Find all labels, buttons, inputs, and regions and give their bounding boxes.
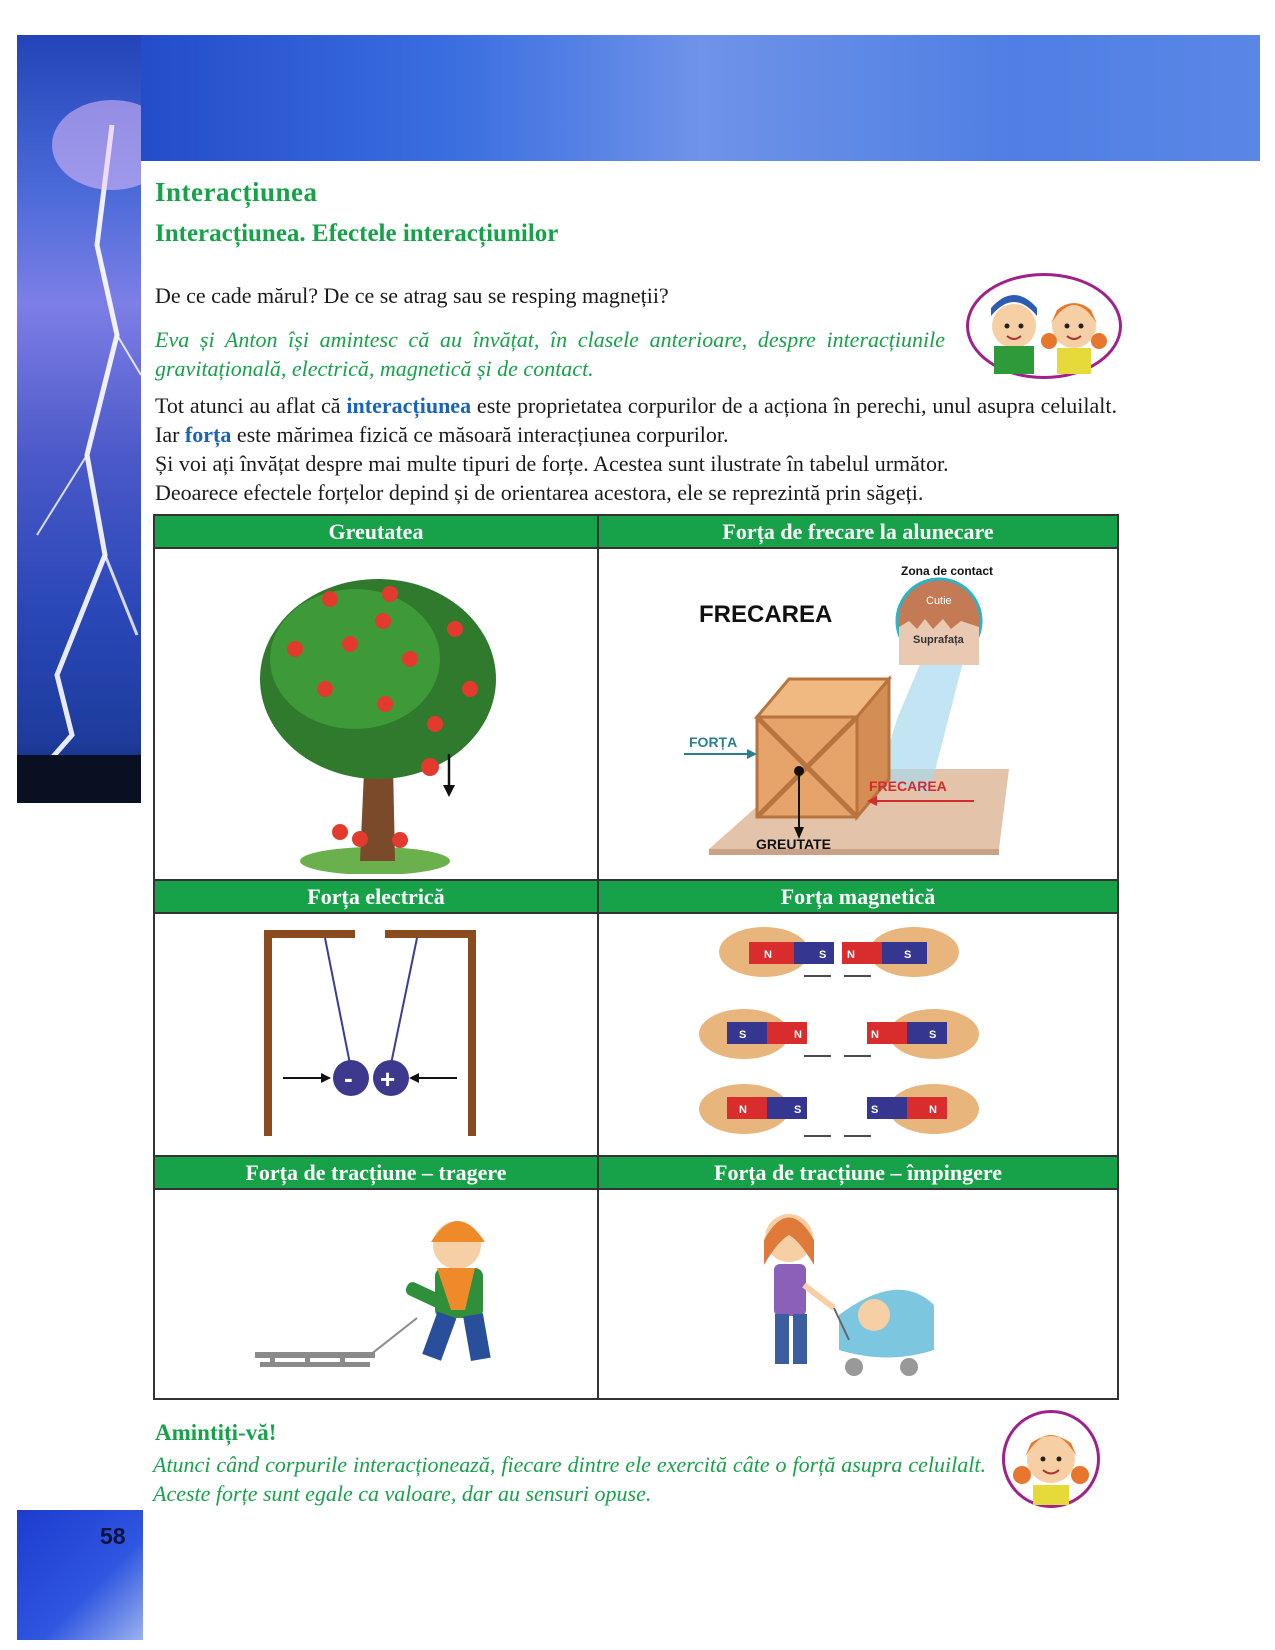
header-push: Forța de tracțiune – împingere bbox=[598, 1156, 1118, 1189]
magnet-label: S bbox=[819, 949, 827, 961]
magnet-label: N bbox=[871, 1029, 879, 1041]
magnet-label: S bbox=[904, 949, 912, 961]
body-part3: este mărimea fizică ce măsoară interacțiunea corpurilor. bbox=[231, 422, 729, 447]
header-magnetic: Forța magnetică bbox=[598, 880, 1118, 913]
header-electric: Forța electrică bbox=[154, 880, 598, 913]
pull-illustration bbox=[155, 1190, 597, 1398]
intro-question: De ce cade mărul? De ce se atrag sau se resping magneții? bbox=[155, 283, 669, 308]
box-label: Cutie bbox=[926, 595, 952, 607]
body-part1: Tot atunci au aflat că bbox=[155, 393, 347, 418]
page-subtitle: Interacțiunea. Efectele interacțiunilor bbox=[155, 220, 559, 247]
intro-recall: Eva și Anton își amintesc că au învățat, în clasele anterioare, despre interacțiunile gravitațională, electrică, magnetică și de contact. bbox=[155, 327, 945, 381]
eva-anton-avatar bbox=[966, 273, 1122, 379]
negative-charge: - bbox=[344, 1063, 353, 1093]
body-line4: Deoarece efectele forțelor depind și de orientarea acestora, ele se reprezintă prin săgeți. bbox=[155, 480, 924, 505]
force-label: FORȚA bbox=[689, 734, 738, 750]
friction-illustration bbox=[599, 549, 1117, 879]
body-line3: Și voi ați învățat despre mai multe tipuri de forțe. Acestea sunt ilustrate în tabelul următor. bbox=[155, 451, 949, 476]
magnet-label: S bbox=[739, 1029, 747, 1041]
weight-label: GREUTATE bbox=[756, 836, 831, 852]
magnetic-illustration bbox=[599, 914, 1117, 1155]
magnet-label: N bbox=[847, 949, 855, 961]
body-part2: este proprietatea corpurilor de a acționa în perechi, unul asupra celuilalt. Iar bbox=[155, 393, 1117, 447]
magnet-label: S bbox=[871, 1104, 879, 1116]
magnet-row-attract bbox=[719, 927, 959, 977]
term-force: forța bbox=[184, 422, 232, 447]
eva-avatar bbox=[1002, 1410, 1100, 1508]
remember-text: Atunci când corpurile interacționează, fiecare dintre ele exercită câte o forță asupra celuilalt. Aceste forțe sunt egale ca valoare, dar au sensuri opuse. bbox=[153, 1452, 986, 1506]
forces-table bbox=[153, 514, 1119, 1400]
remember-title: Amintiți-vă! bbox=[155, 1420, 277, 1445]
magnet-label: N bbox=[764, 949, 772, 961]
magnet-label: N bbox=[739, 1104, 747, 1116]
lightning-icon bbox=[17, 35, 141, 803]
tree-illustration bbox=[155, 549, 597, 879]
page-number: 58 bbox=[100, 1523, 126, 1549]
magnet-label: S bbox=[794, 1104, 802, 1116]
header-pull: Forța de tracțiune – tragere bbox=[154, 1156, 598, 1189]
lightning-strip bbox=[17, 35, 141, 803]
magnet-row-repel-1 bbox=[699, 1009, 979, 1059]
push-illustration bbox=[599, 1190, 1117, 1398]
magnet-row-repel-2 bbox=[699, 1084, 979, 1136]
magnet-label: N bbox=[794, 1029, 802, 1041]
header-banner bbox=[17, 35, 1260, 161]
positive-charge: + bbox=[380, 1064, 396, 1094]
electric-illustration bbox=[155, 914, 597, 1155]
header-weight: Greutatea bbox=[154, 515, 598, 548]
friction-title: FRECAREA bbox=[699, 601, 833, 628]
term-interaction: interacțiunea bbox=[346, 393, 472, 418]
page-title: Interacțiunea bbox=[155, 177, 318, 207]
magnet-label: S bbox=[929, 1029, 937, 1041]
magnet-label: N bbox=[929, 1104, 937, 1116]
intro-body bbox=[155, 391, 1117, 507]
surface-label: Suprafața bbox=[913, 634, 964, 646]
header-friction: Forța de frecare la alunecare bbox=[598, 515, 1118, 548]
contact-zone-label: Zona de contact bbox=[901, 564, 994, 578]
friction-force-label: FRECAREA bbox=[869, 778, 947, 794]
